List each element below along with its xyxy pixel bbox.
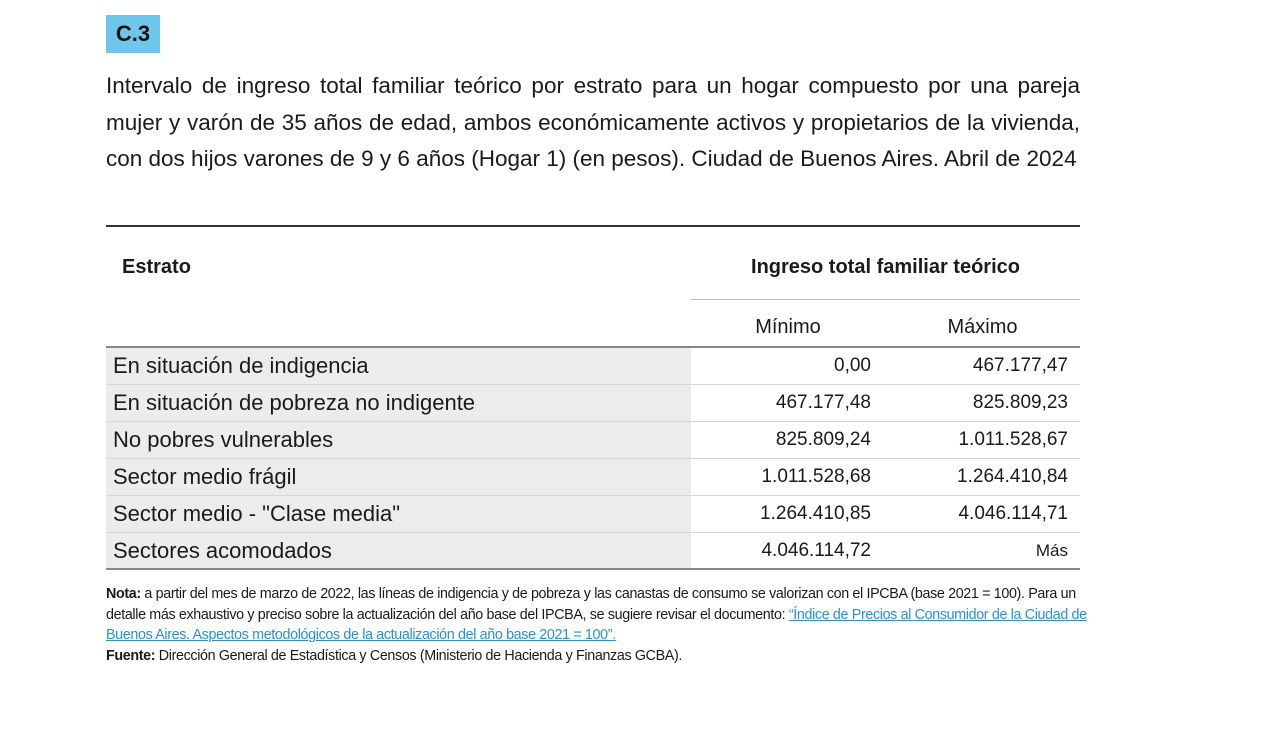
table-title: Intervalo de ingreso total familiar teórico por estrato para un hogar compuesto por una pareja mujer y varón de 35 años de edad, ambos económicamente activos y propietarios de la vivienda, con dos hijos varones de 9 y 6 años (Hogar 1) (en pesos). Ciudad de Buenos Aires. Abril de 2024	[106, 73, 1080, 171]
row-max-value: 467.177,47	[972, 355, 1068, 376]
row-min-value: 1.264.410,85	[760, 503, 871, 524]
row-max-value: 4.046.114,71	[958, 503, 1068, 524]
row-label: En situación de indigencia	[106, 348, 691, 384]
table-row	[106, 496, 1080, 533]
table-row	[106, 385, 1080, 422]
methodology-document-link[interactable]: “Índice de Precios al Consumidor de la Ciudad de Buenos Aires. Aspectos metodológicos de la actualización del año base 2021 = 100”.	[106, 606, 1087, 643]
row-min-value: 467.177,48	[775, 392, 871, 413]
nota-text: a partir del mes de marzo de 2022, las líneas de indigencia y de pobreza y las canastas de consumo se valorizan con el IPCBA (base 2021 = 100). Para un detalle más exhaustivo y preciso sobre la actualización del año base del IPCBA, se sugiere revisar el documento:	[106, 586, 1076, 623]
row-label: No pobres vulnerables	[106, 422, 691, 458]
fuente-text: Dirección General de Estadística y Censos (Ministerio de Hacienda y Finanzas GCBA).	[155, 647, 683, 664]
nota-label: Nota:	[106, 586, 141, 602]
row-max-value: 825.809,23	[972, 392, 1068, 413]
row-min-value: 825.809,24	[775, 429, 871, 450]
row-min-value: 1.011.528,68	[761, 466, 871, 487]
table-row	[106, 348, 1080, 385]
row-min-value: 0,00	[834, 355, 871, 376]
column-header-estrato: Estrato	[122, 256, 191, 278]
table-row	[106, 533, 1080, 570]
table-id-badge: C.3	[106, 15, 160, 53]
table-row	[106, 422, 1080, 459]
column-group-rule	[691, 299, 1080, 300]
column-group-header-ingreso: Ingreso total familiar teórico	[751, 256, 1020, 278]
table-row	[106, 459, 1080, 496]
row-label: Sector medio frágil	[106, 459, 691, 495]
row-max-value: Más	[1035, 541, 1068, 560]
row-min-value: 4.046.114,72	[761, 540, 871, 561]
row-label: Sectores acomodados	[106, 533, 691, 568]
row-label: Sector medio - "Clase media"	[106, 496, 691, 532]
column-header-minimo: Mínimo	[755, 316, 821, 338]
row-max-value: 1.264.410,84	[957, 466, 1068, 487]
row-max-value: 1.011.528,67	[958, 429, 1068, 450]
table-body	[106, 348, 1080, 570]
fuente-label: Fuente:	[106, 647, 156, 664]
column-header-maximo: Máximo	[947, 316, 1018, 338]
top-rule	[106, 225, 1080, 227]
table-notes	[106, 584, 1096, 666]
row-label: En situación de pobreza no indigente	[106, 385, 691, 421]
